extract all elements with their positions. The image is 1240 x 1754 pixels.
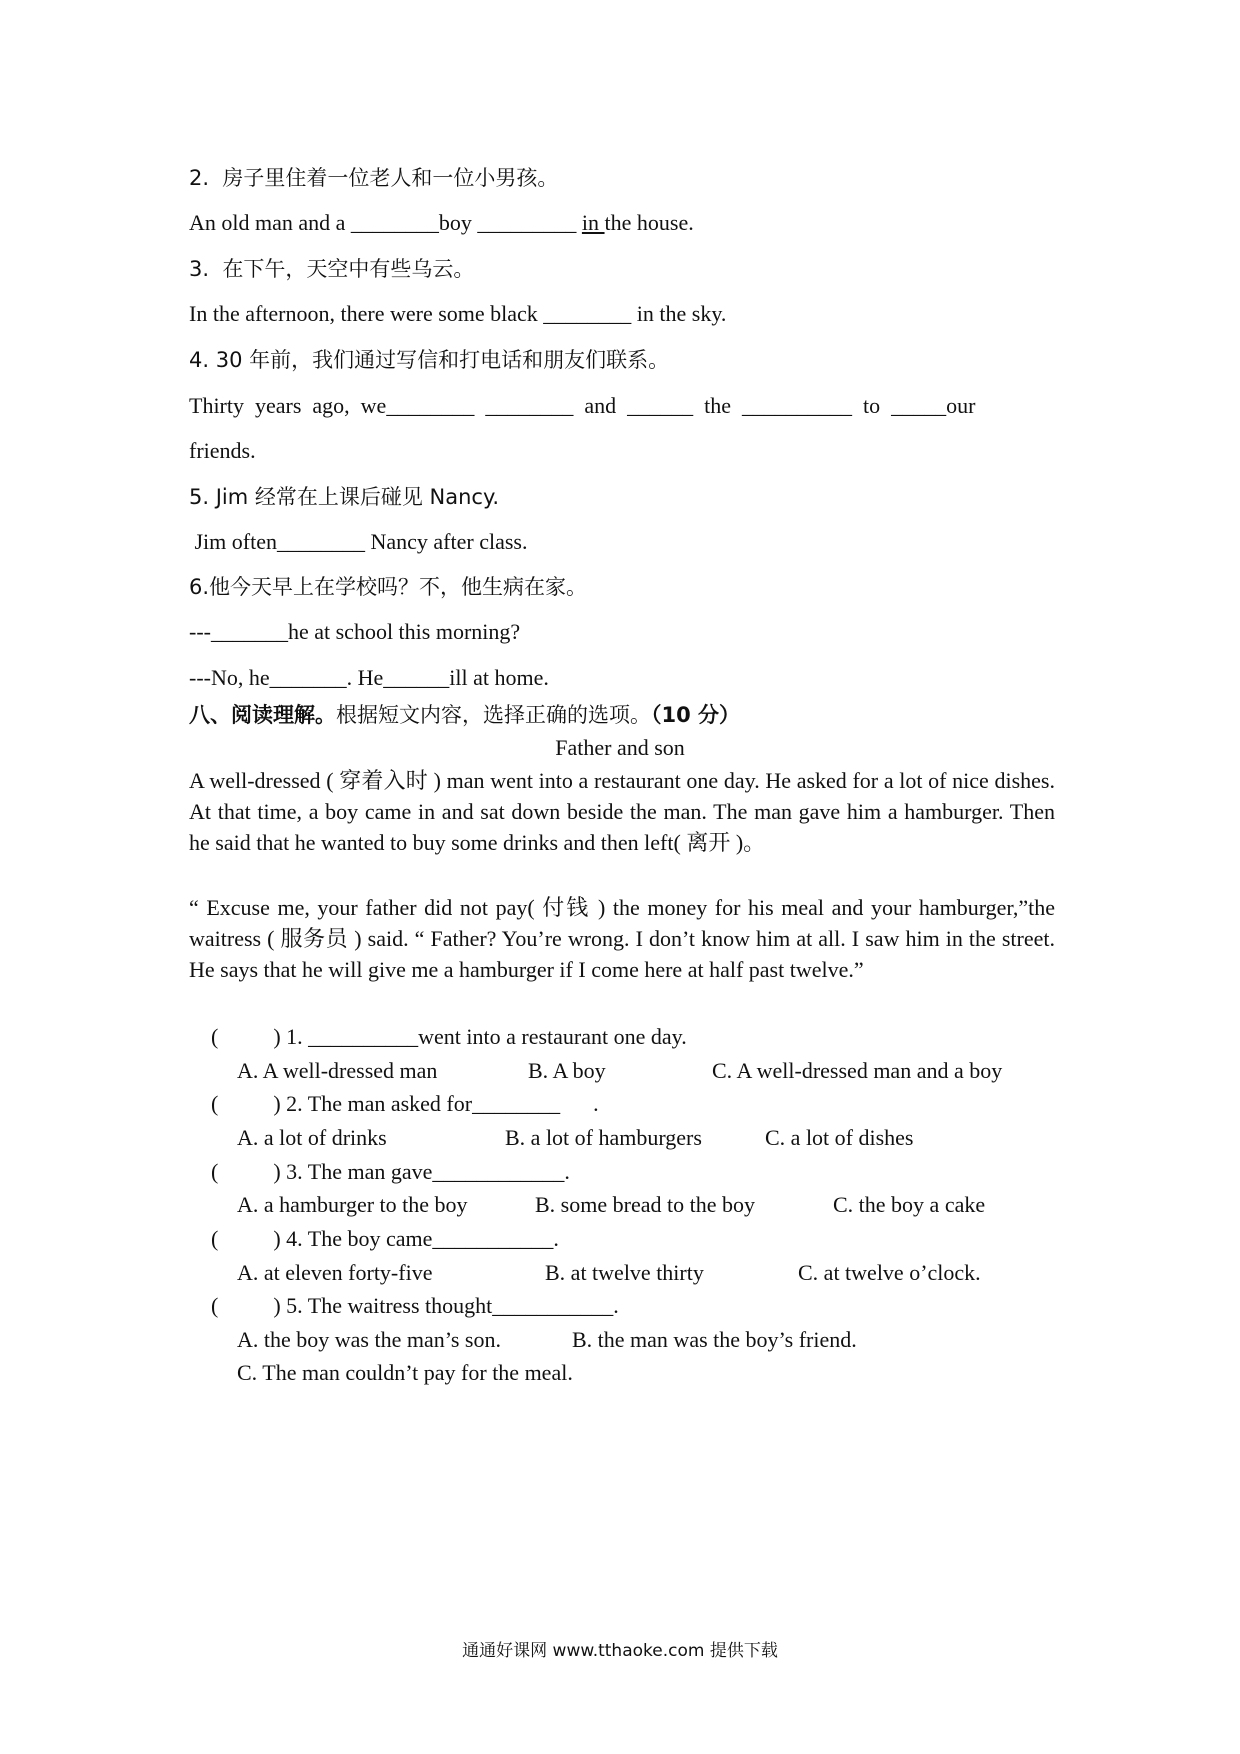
- item-5-chinese: 5. Jim 经常在上课后碰见 Nancy.: [189, 485, 500, 509]
- item-6-english-line2: ---No, he_______. He______ill at home.: [189, 665, 549, 690]
- question-3-option-a: A. a hamburger to the boy: [237, 1192, 468, 1217]
- question-1-option-a: A. A well-dressed man: [237, 1058, 438, 1083]
- question-1-option-b: B. A boy: [528, 1058, 606, 1083]
- question-1-stem: ( ) 1. __________went into a restaurant one day.: [211, 1024, 687, 1049]
- question-2-option-b: B. a lot of hamburgers: [505, 1125, 702, 1150]
- question-2-stem: ( ) 2. The man asked for________ .: [211, 1091, 599, 1116]
- question-3-option-c: C. the boy a cake: [833, 1192, 986, 1217]
- section-heading: 八、阅读理解。根据短文内容，选择正确的选项。（10 分）: [189, 703, 741, 727]
- question-4-stem: ( ) 4. The boy came___________.: [211, 1226, 559, 1251]
- question-3-option-b: B. some bread to the boy: [535, 1192, 755, 1217]
- item-2-chinese: 2. 房子里住着一位老人和一位小男孩。: [189, 166, 559, 190]
- question-4-option-c: C. at twelve o’clock.: [798, 1260, 981, 1285]
- question-5-option-b: B. the man was the boy’s friend.: [572, 1327, 857, 1352]
- question-1-option-c: C. A well-dressed man and a boy: [712, 1058, 1003, 1083]
- item-6-english-line1: ---_______he at school this morning?: [189, 619, 521, 644]
- question-2-option-a: A. a lot of drinks: [237, 1125, 387, 1150]
- item-4-english-line1: Thirty years ago, we________ ________ and ______ the __________ to _____our: [189, 393, 976, 418]
- question-5-option-c: C. The man couldn’t pay for the meal.: [237, 1360, 573, 1385]
- question-3-stem: ( ) 3. The man gave____________.: [211, 1159, 570, 1184]
- item-3-english: In the afternoon, there were some black ________ in the sky.: [189, 301, 727, 326]
- passage-paragraph-2: “ Excuse me, your father did not pay( 付钱 ) the money for his meal and your hamburger,”the waitress ( 服务员 ) said. “ Father? You’re wrong. I don’t know him at all. I saw him in the street. He says that he will give me a hamburger if I come here at half past twelve.”: [189, 895, 1055, 982]
- question-4-option-a: A. at eleven forty-five: [237, 1260, 433, 1285]
- footer-source: 通通好课网 www.tthaoke.com 提供下载: [462, 1641, 778, 1661]
- item-4-english-line2: friends.: [189, 438, 256, 463]
- question-5-option-a: A. the boy was the man’s son.: [237, 1327, 501, 1352]
- item-6-chinese: 6.他今天早上在学校吗？不，他生病在家。: [189, 575, 588, 599]
- item-4-chinese: 4. 30 年前，我们通过写信和打电话和朋友们联系。: [189, 348, 670, 372]
- item-3-chinese: 3. 在下午，天空中有些乌云。: [189, 257, 475, 281]
- passage-paragraph-1: A well-dressed ( 穿着入时 ) man went into a restaurant one day. He asked for a lot of nice dishes. At that time, a boy came in and sat down beside the man. The man gave him a hamburger. Then he said that he wanted to buy some drinks and then left( 离开 )。: [189, 768, 1055, 855]
- item-2-english: An old man and a ________boy _________ in the house.: [189, 210, 694, 235]
- passage-title: Father and son: [555, 735, 685, 760]
- question-2-option-c: C. a lot of dishes: [765, 1125, 914, 1150]
- item-5-english: Jim often________ Nancy after class.: [189, 529, 528, 554]
- question-5-stem: ( ) 5. The waitress thought___________.: [211, 1293, 619, 1318]
- question-4-option-b: B. at twelve thirty: [545, 1260, 704, 1285]
